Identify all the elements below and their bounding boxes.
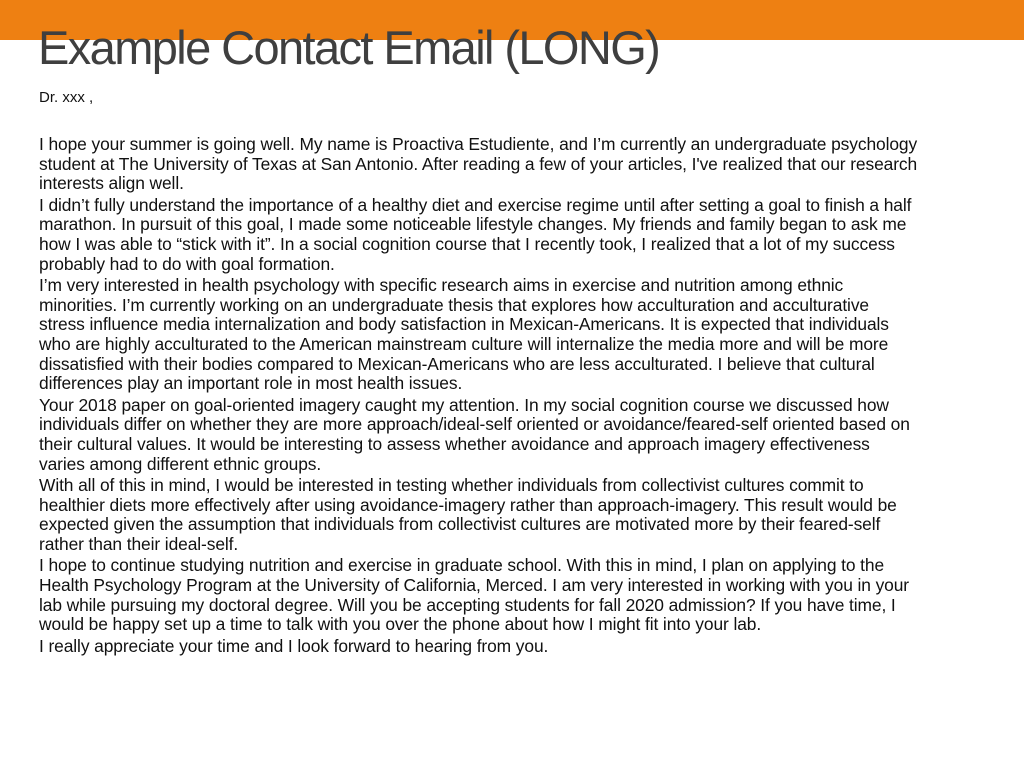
email-paragraph-proposal: With all of this in mind, I would be interested in testing whether individuals from collectivist cultures commit to healthier diets more effectively after using avoidance-imagery rather than approach-imagery. This result would be expected given the assumption that individuals from collectivist cultures are motivated more by their feared-self rather than their ideal-self.: [39, 475, 897, 554]
email-paragraph-closing: I really appreciate your time and I look forward to hearing from you.: [39, 635, 549, 656]
email-paragraph-intro: I hope your summer is going well. My name is Proactiva Estudiente, and I’m currently an undergraduate psychology student at The University of Texas at San Antonio. After reading a few of your articles, I've realized that our research interests align well.: [39, 134, 918, 194]
email-body: [39, 86, 919, 656]
email-greeting: Dr. xxx ,: [39, 89, 94, 106]
email-paragraph-paper: Your 2018 paper on goal-oriented imagery caught my attention. In my social cognition course we discussed how individuals differ on whether they are more approach/ideal-self oriented or avoidance/feared-self oriented based on their cultural values. It would be interesting to assess whether avoidance and approach imagery effectiveness varies among different ethnic groups.: [39, 394, 910, 474]
email-paragraph-motivation: I didn’t fully understand the importance of a healthy diet and exercise regime until after setting a goal to finish a half marathon. In pursuit of this goal, I made some noticeable lifestyle changes. My friends and family began to ask me how I was able to “stick with it”. In a social cognition course that I recently took, I realized that a lot of my success probably had to do with goal formation.: [39, 194, 912, 274]
slide-title: Example Contact Email (LONG): [38, 21, 660, 74]
email-paragraph-request: I hope to continue studying nutrition and exercise in graduate school. With this in mind, I plan on applying to the Health Psychology Program at the University of California, Merced. I am very interested in working with you in your lab while pursuing my doctoral degree. Will you be accepting students for fall 2020 admission? If you have time, I would be happy set up a time to talk with you over the phone about how I might fit into your lab.: [39, 555, 909, 635]
email-paragraph-interests: I’m very interested in health psychology with specific research aims in exercise and nutrition among ethnic minorities. I’m currently working on an undergraduate thesis that explores how acculturation and acculturative stress influence media internalization and body satisfaction in Mexican-Americans. It is expected that individuals who are highly acculturated to the American mainstream culture will internalize the media more and will be more dissatisfied with their bodies compared to Mexican-Americans who are less acculturated. I believe that cultural differences play an important role in most health issues.: [39, 275, 889, 394]
